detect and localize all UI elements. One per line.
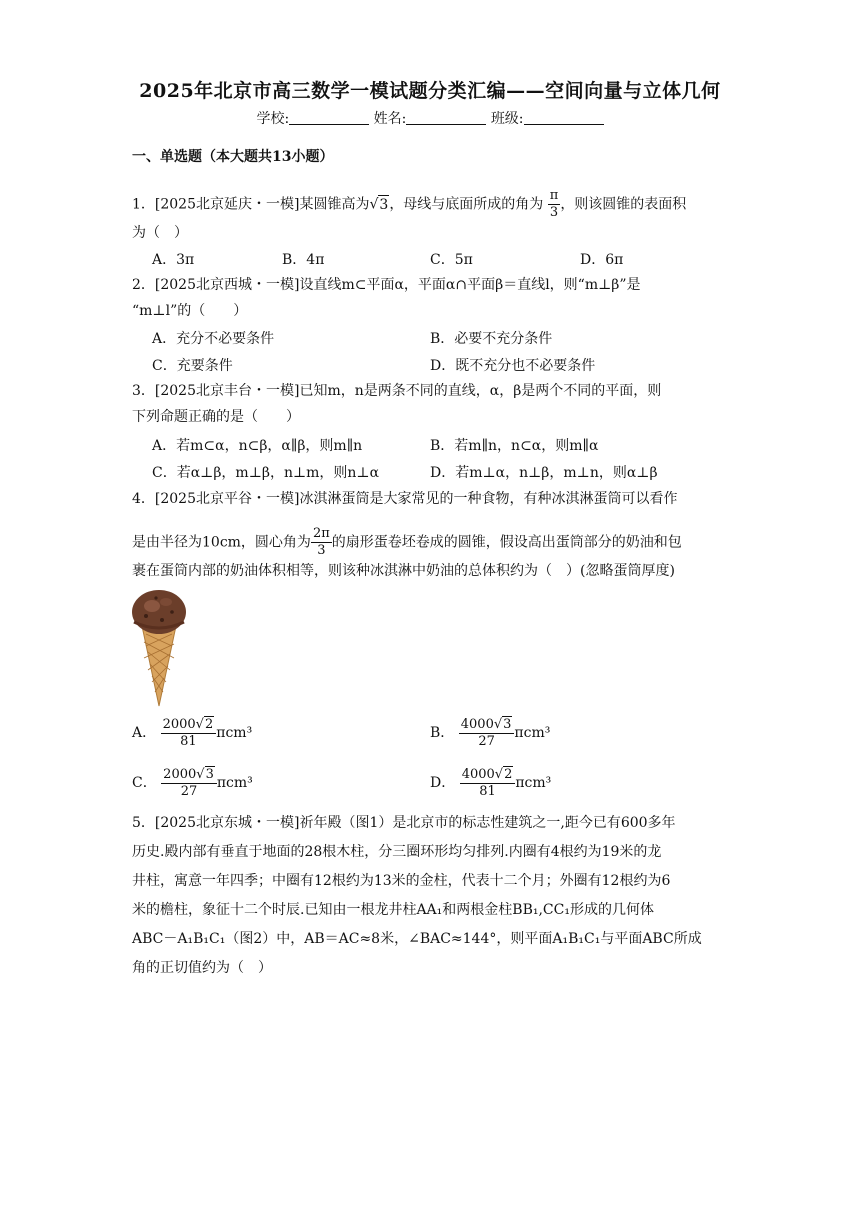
q4-fraction: [311, 526, 332, 559]
q4-line1: 4．[2025北京平谷・一模]冰淇淋蛋筒是大家常见的一种食物，有种冰淇淋蛋筒可以看作: [132, 491, 678, 507]
q4-option-d-unit: πcm³: [515, 775, 552, 791]
q3-option-b: B．若m∥n，n⊂α，则m∥α: [430, 438, 599, 454]
name-blank: [406, 110, 486, 125]
class-blank: [524, 110, 604, 125]
q1-line1: [132, 188, 732, 221]
ice-cream-cone-image: [128, 586, 190, 708]
q4-option-c-coef: 2000: [163, 767, 197, 782]
q4-option-c-label: C．: [132, 775, 157, 791]
q4-option-d-label: D．: [430, 775, 456, 791]
school-blank: [289, 110, 369, 125]
name-label: 姓名:: [373, 111, 407, 127]
q4-option-b-fraction: $\frac{4000√3}{27}$: [459, 716, 515, 750]
q2-line2: “m⊥l”的（ ）: [132, 303, 248, 319]
q4-option-c-fraction: $\frac{2000√3}{27}$: [161, 766, 217, 800]
q4-text-b: 的扇形蛋卷坯卷成的圆锥，假设高出蛋筒部分的奶油和包: [331, 534, 682, 551]
q1-sqrt-value: 3: [379, 196, 389, 213]
q1-line2: 为（ ）: [132, 225, 188, 241]
q1-text-a: 1．[2025北京延庆・一模]某圆锥高为: [132, 196, 370, 213]
q4-option-b-unit: πcm³: [514, 725, 551, 741]
q5-line1: 5．[2025北京东城・一模]祈年殿（图1）是北京市的标志性建筑之一,距今已有600多年: [132, 815, 676, 831]
q4-frac-num: 2π: [312, 526, 330, 541]
q4-option-d-fraction: $\frac{4000√2}{81}$: [460, 766, 516, 800]
q4-option-d-den: 81: [479, 784, 496, 799]
class-label: 班级:: [490, 111, 524, 127]
q2-option-c: C．充要条件: [152, 358, 233, 374]
q5-line6: 角的正切值约为（ ）: [132, 960, 272, 976]
q4-option-b-label: B．: [430, 725, 455, 741]
q4-option-d-coef: 4000: [461, 767, 495, 782]
q3-option-a: A．若m⊂α，n⊂β，α∥β，则m∥n: [152, 438, 363, 454]
q2-option-b: B．必要不充分条件: [430, 331, 553, 347]
q5-line2: 历史.殿内部有垂直于地面的28根木柱，分三圈环形均匀排列.内圈有4根约为19米的龙: [132, 844, 662, 860]
q3-line1: 3．[2025北京丰台・一模]已知m，n是两条不同的直线，α，β是两个不同的平面，则: [132, 383, 662, 399]
page-title: 2025年北京市高三数学一模试题分类汇编——空间向量与立体几何: [139, 80, 721, 102]
q3-line2: 下列命题正确的是（ ）: [132, 409, 300, 425]
q4-option-c-unit: πcm³: [216, 775, 253, 791]
sqrt-sign: √: [369, 196, 379, 213]
q4-line2: [132, 526, 732, 559]
q4-option-a-unit: πcm³: [216, 725, 253, 741]
q1-option-c: C．5π: [430, 252, 473, 268]
q4-option-a-den: 81: [180, 734, 197, 749]
school-label: 学校:: [256, 111, 290, 127]
q4-option-a-fraction: $\frac{2000√2}{81}$: [161, 716, 217, 750]
q4-option-c-root: 3: [205, 767, 214, 782]
student-info-line: [0, 108, 860, 128]
q4-text-a: 是由半径为10cm，圆心角为: [132, 534, 311, 551]
q4-option-d-root: 2: [504, 767, 513, 782]
q4-option-b-root: 3: [503, 717, 512, 732]
q4-frac-den: 3: [317, 543, 326, 558]
q3-option-d: D．若m⊥α，n⊥β，m⊥n，则α⊥β: [430, 465, 658, 481]
q4-option-a-label: A．: [132, 725, 157, 741]
q1-fraction: [548, 188, 561, 221]
q1-frac-den: 3: [549, 205, 559, 220]
q5-line3: 井柱，寓意一年四季；中圈有12根约为13米的金柱，代表十二个月；外圈有12根约为6: [132, 873, 671, 889]
q4-option-b-den: 27: [478, 734, 495, 749]
q5-line4: 米的檐柱，象征十二个时辰.已知由一根龙井柱AA₁和两根金柱BB₁,CC₁形成的几何体: [132, 902, 654, 918]
q4-option-d: [430, 766, 551, 800]
q2-option-d: D．既不充分也不必要条件: [430, 358, 596, 374]
q4-option-b-coef: 4000: [460, 717, 494, 732]
q1-option-b: B．4π: [282, 252, 325, 268]
q1-option-d: D．6π: [580, 252, 624, 268]
q5-line5: ABC－A₁B₁C₁（图2）中，AB＝AC≈8米，∠BAC≈144°，则平面A₁B₁C₁与平面ABC所成: [132, 931, 702, 947]
q4-line3: 裹在蛋筒内部的奶油体积相等，则该种冰淇淋中奶油的总体积约为（ ）(忽略蛋筒厚度): [132, 563, 675, 579]
q1-text-c: ，则该圆锥的表面积: [560, 196, 687, 213]
q4-option-b: [430, 716, 550, 750]
q1-text-b: ，母线与底面所成的角为: [389, 196, 544, 213]
q4-option-a-coef: 2000: [162, 717, 196, 732]
q4-option-c: [132, 766, 253, 800]
q4-option-a: [132, 716, 252, 750]
q2-line1: 2．[2025北京西城・一模]设直线m⊂平面α，平面α∩平面β＝直线l，则“m⊥β”是: [132, 277, 641, 293]
q1-option-a: A．3π: [152, 252, 195, 268]
q2-option-a: A．充分不必要条件: [152, 331, 275, 347]
q1-frac-num: π: [549, 188, 559, 203]
q3-option-c: C．若α⊥β，m⊥β，n⊥m，则n⊥α: [152, 465, 380, 481]
section-heading: 一、单选题（本大题共13小题）: [132, 149, 334, 165]
q4-option-c-den: 27: [180, 784, 198, 799]
q4-option-a-root: 2: [204, 717, 214, 732]
